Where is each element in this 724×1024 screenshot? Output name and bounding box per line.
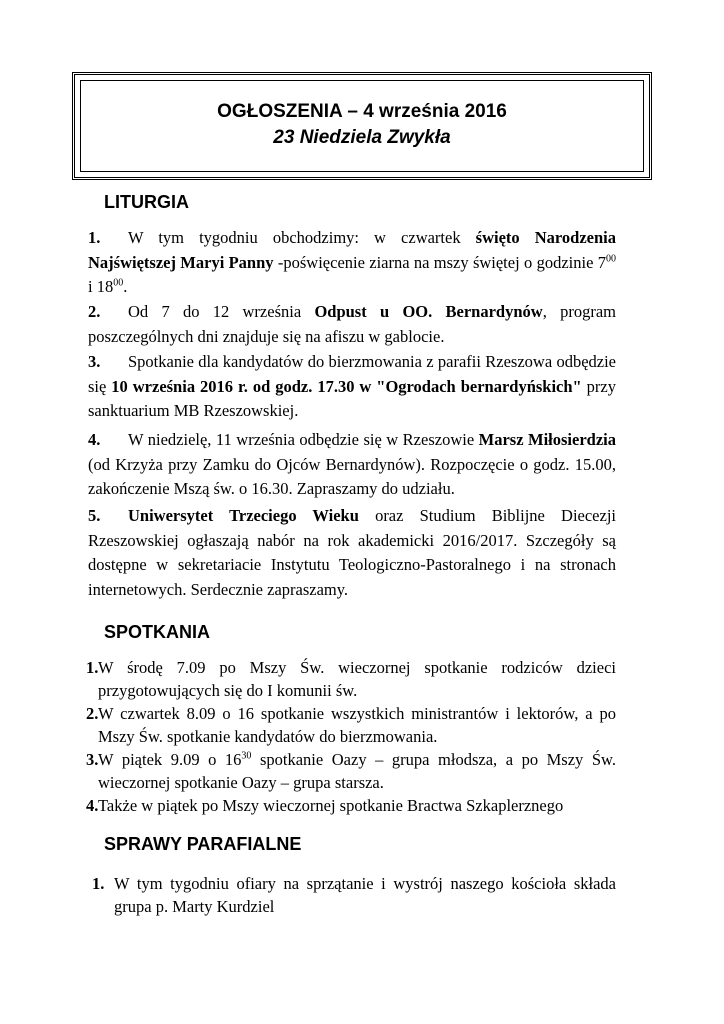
spotkania-list (88, 656, 616, 817)
item-number: 4. (88, 430, 101, 449)
sprawy-list (94, 872, 616, 918)
item-number: 1. (88, 228, 101, 247)
item-number: 1. (92, 874, 105, 893)
list-item: 3. W piątek 9.09 o $16^{30}$ spotkanie Oazy – grupa młodsza, a po Mszy Św. wieczornej spotkanie Oazy – grupa starsza. (86, 750, 616, 792)
list-item: 1. W tym tygodniu ofiary na sprzątanie i wystrój naszego kościoła składa grupa p. Marty Kurdziel (92, 874, 616, 916)
liturgia-item-5: 5. Uniwersytet Trzeciego Wieku oraz Studium Biblijne Diecezji Rzeszowskiej ogłaszają nabór na rok akademicki 2016/2017. Szczegóły są dostępne w sekretariacie Instytutu Teologiczno-Pastoralnego i na stronach internetowych. Serdecznie zapraszamy. (88, 506, 617, 599)
liturgia-item-4: 4. W niedzielę, 11 września odbędzie się w Rzeszowie Marsz Miłosierdzia (od Krzyża przy Zamku do Ojców Bernardynów). Rozpoczęcie o godz. 15.00, zakończenie Mszą św. o 16.30. Zapraszamy do udziału. (88, 430, 616, 498)
list-item: 4. Także w piątek po Mszy wieczornej spotkanie Bractwa Szkaplerznego (86, 796, 564, 815)
item-number: 2. (88, 302, 101, 321)
list-item: 2. W czwartek 8.09 o 16 spotkanie wszystkich ministrantów i lektorów, a po Mszy Św. spotkanie kandydatów do bierzmowania. (86, 704, 616, 746)
section-heading-liturgia: LITURGIA (104, 192, 189, 212)
liturgia-item-2: 2. Od 7 do 12 września Odpust u OO. Bernardynów, program poszczególnych dni znajduje się na afiszu w gablocie. (88, 302, 616, 346)
liturgia-item-1: 1. W tym tygodniu obchodzimy: w czwartek święto Narodzenia Najświętszej Maryi Panny -poświęcenie ziarna na mszy świętej o godzinie $7^{00}$ i $18^{00}$. (88, 228, 617, 296)
item-number: 3. (88, 352, 101, 371)
page-subtitle: 23 Niedziela Zwykła (273, 127, 451, 148)
liturgia-item-3: 3. Spotkanie dla kandydatów do bierzmowania z parafii Rzeszowa odbędzie się 10 września 2016 r. od godz. 17.30 w "Ogrodach bernardyńskich" przy sanktuarium MB Rzeszowskiej. (88, 352, 616, 420)
item-number: 2. (86, 704, 99, 723)
header-inner-border (80, 80, 644, 172)
item-number: 1. (86, 658, 99, 677)
page-title: OGŁOSZENIA – 4 września 2016 (217, 101, 507, 122)
item-number: 3. (86, 750, 99, 769)
list-item: 1. W środę 7.09 po Mszy Św. wieczornej spotkanie rodziców dzieci przygotowujących się do I komunii św. (86, 658, 616, 700)
item-number: 4. (86, 796, 99, 815)
header-box (72, 72, 652, 180)
section-heading-sprawy: SPRAWY PARAFIALNE (104, 834, 302, 854)
section-heading-spotkania: SPOTKANIA (104, 622, 211, 642)
item-number: 5. (88, 506, 101, 525)
